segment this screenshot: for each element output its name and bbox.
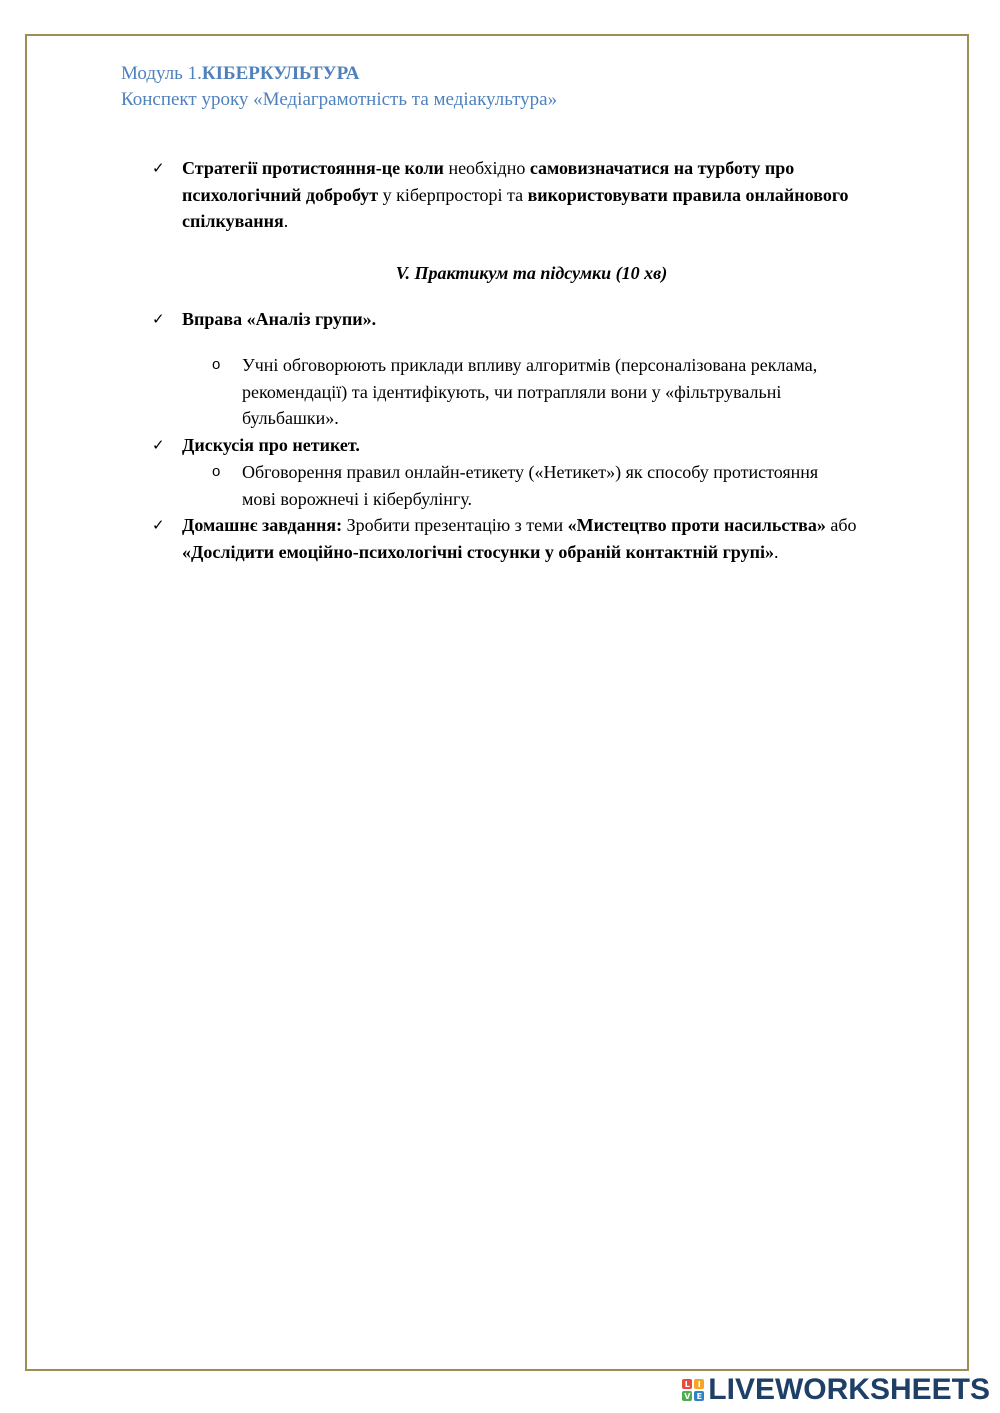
circle-bullet-icon: o (212, 463, 221, 480)
module-heading (121, 61, 557, 87)
circle-bullet-icon: o (212, 356, 221, 373)
document-header (121, 61, 557, 113)
text-plain: . (283, 211, 289, 231)
watermark-text: LIVEWORKSHEETS (708, 1373, 990, 1406)
list-item-homework (152, 512, 882, 565)
text-plain: Зробити презентацію з теми (342, 515, 568, 535)
text-plain: . (773, 541, 779, 562)
logo-letter: V (684, 1391, 691, 1401)
list-item-title (182, 306, 882, 333)
lesson-subtitle: Конспект уроку «Медіаграмотність та медіакультура» (121, 89, 558, 110)
module-title: КІБЕРКУЛЬТУРА (201, 63, 360, 84)
list-item-text (182, 155, 882, 235)
page-border (25, 34, 969, 1371)
text-bold: «Дослідити емоційно-психологічні стосунки у обраній контактній групі» (182, 541, 774, 562)
text-bold: Вправа «Аналіз групи». (182, 309, 377, 329)
liveworksheets-watermark (682, 1373, 990, 1407)
module-prefix: Модуль 1. (121, 63, 202, 84)
text-bold: самовизначатися на турботу про психологічний добробут (182, 158, 795, 205)
text-plain: необхідно (443, 158, 530, 178)
text-plain: або (825, 515, 857, 535)
logo-letter: L (682, 1379, 692, 1389)
text-bold: Дискусія про нетикет. (182, 435, 360, 455)
checkmark-icon: ✓ (152, 436, 165, 454)
list-item-discussion (152, 432, 882, 459)
sub-item-text: Учні обговорюють приклади впливу алгоритмів (персоналізована реклама, рекомендації) та ідентифікують, чи потрапляли вони у «фільтрувальні бульбашки». (242, 355, 818, 428)
sub-item-discussion (212, 459, 832, 512)
list-item-text (182, 512, 882, 565)
text-bold: використовувати правила онлайнового спілкування (182, 184, 849, 231)
checkmark-icon: ✓ (152, 310, 165, 328)
sub-item-exercise (212, 352, 832, 432)
sub-item-text: Обговорення правил онлайн-етикету («Нетикет») як способу протистояння мові ворожнечі і кібербулінгу. (242, 462, 819, 509)
logo-letter: E (694, 1391, 704, 1401)
text-bold: «Мистецтво проти насильства» (567, 515, 826, 535)
liveworksheets-logo-icon (682, 1379, 704, 1401)
list-item-title (182, 432, 882, 459)
text-bold: Домашнє завдання: (182, 515, 343, 535)
section-title: V. Практикум та підсумки (10 хв) (395, 263, 668, 283)
list-item-strategies (152, 155, 882, 235)
text-plain: у кіберпросторі та (378, 184, 528, 205)
list-item-exercise (152, 306, 882, 333)
logo-letter: I (694, 1379, 704, 1389)
text-bold: Стратегії протистояння-це коли (182, 158, 444, 178)
checkmark-icon: ✓ (152, 159, 165, 177)
checkmark-icon: ✓ (152, 516, 165, 534)
